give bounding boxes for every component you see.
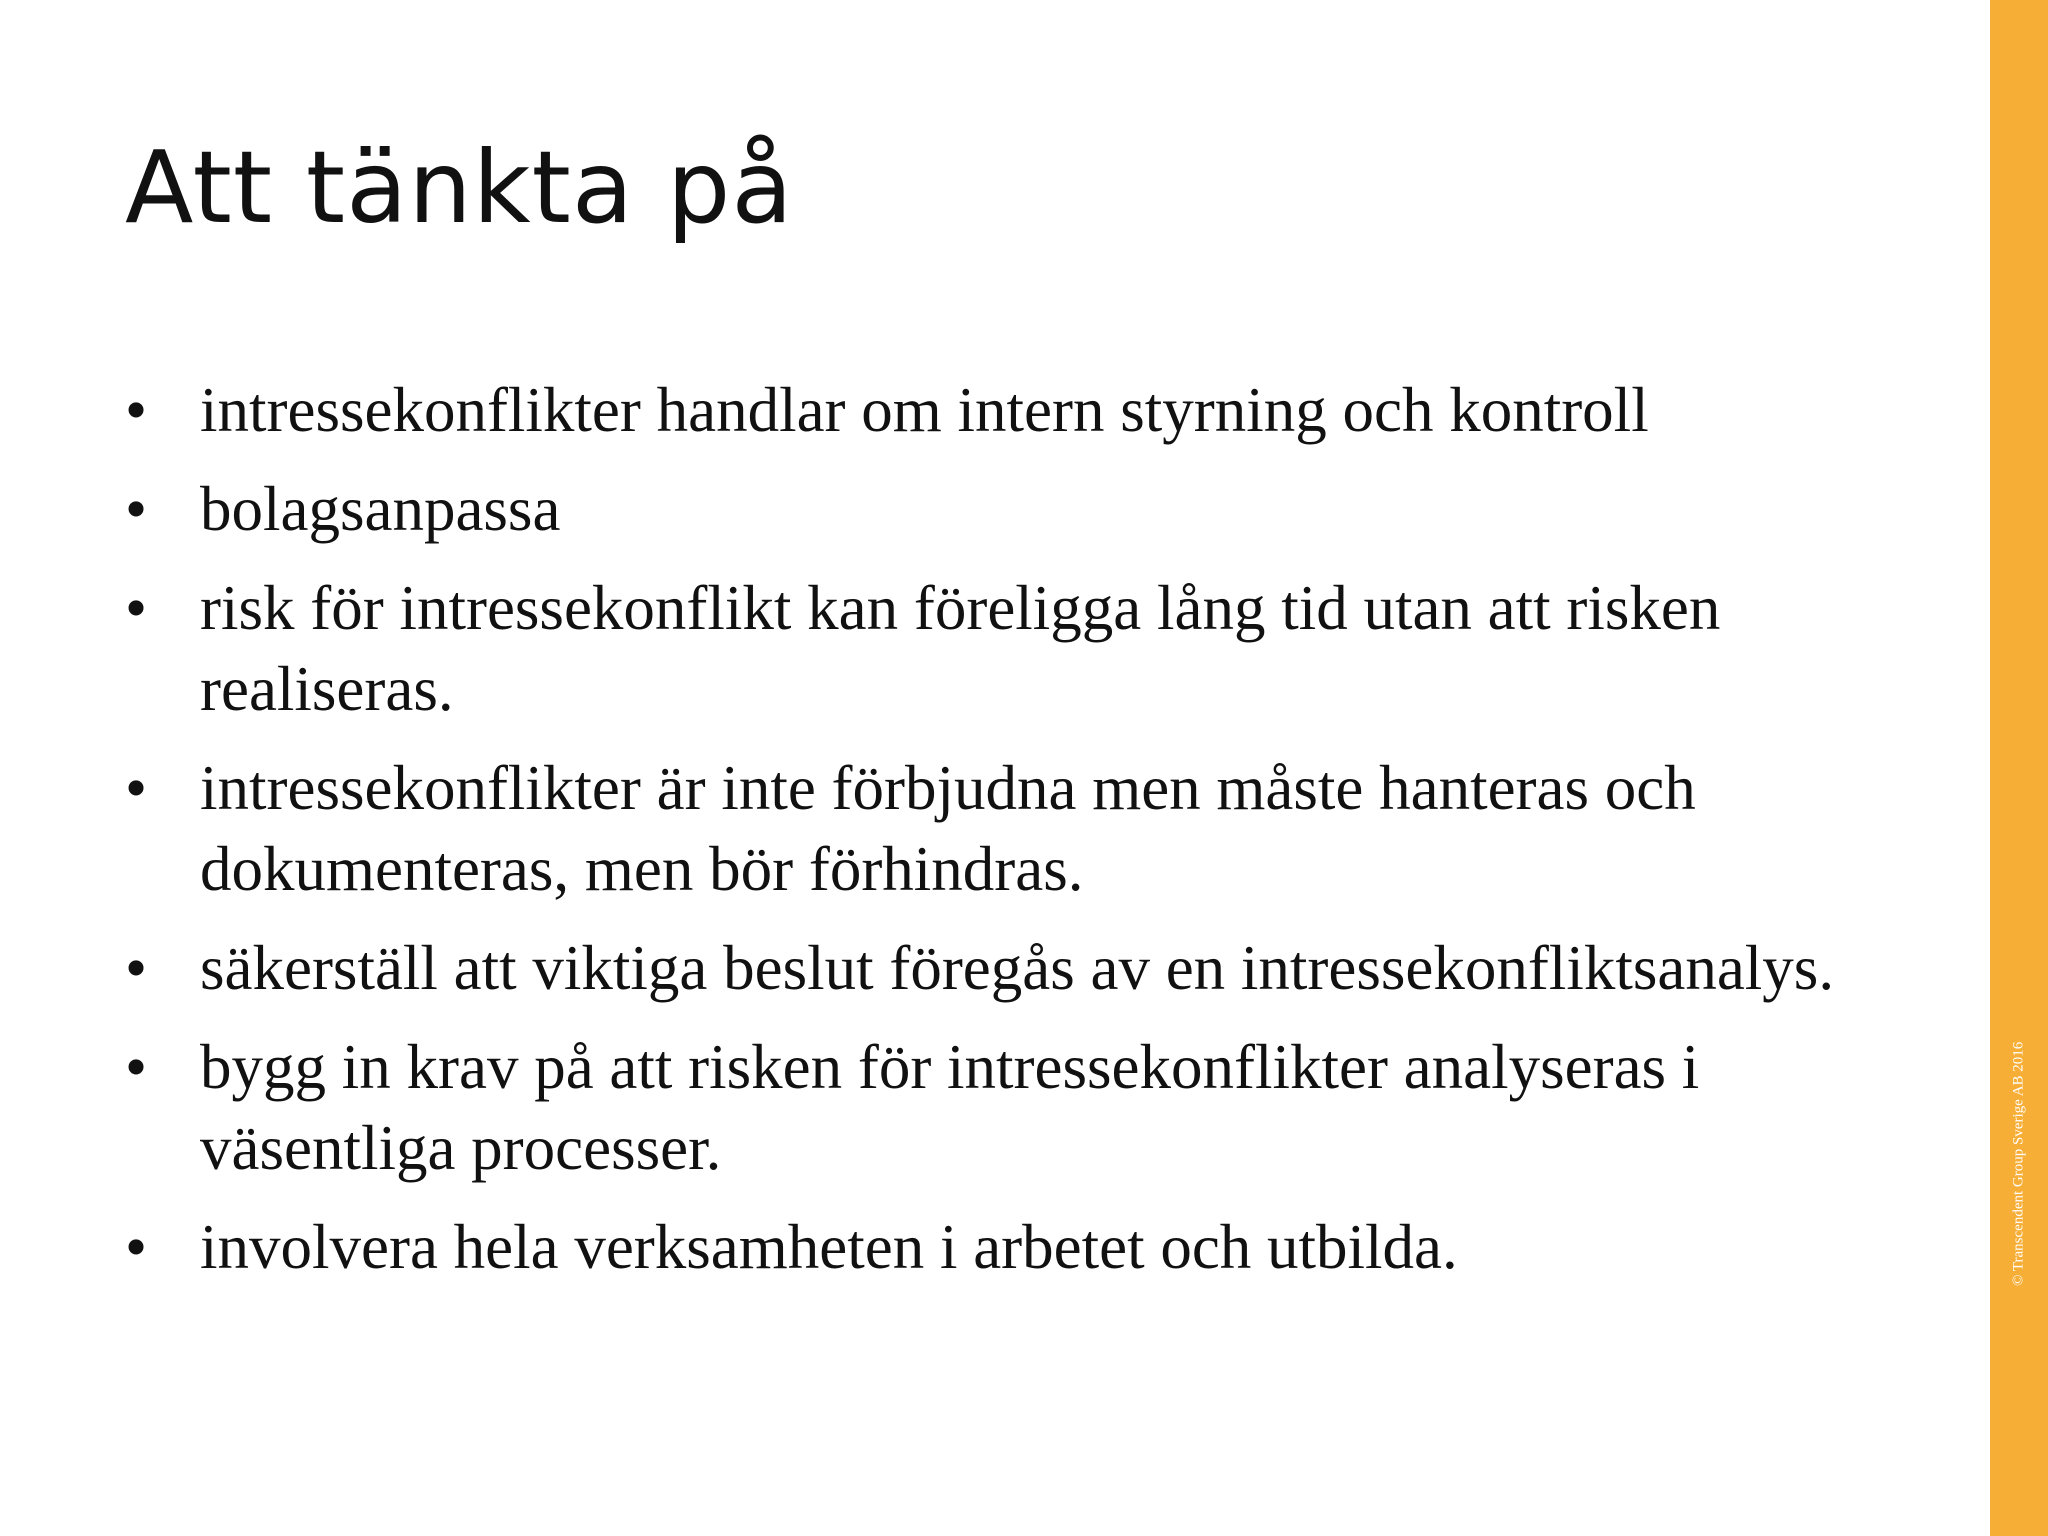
bullet-icon: • (125, 1212, 148, 1282)
bullet-text: involvera hela verksamheten i arbetet och utbilda. (200, 1212, 1458, 1282)
list-item (125, 469, 1905, 550)
bullet-icon: • (125, 375, 148, 445)
bullet-icon: • (125, 474, 148, 544)
list-item (125, 1027, 1905, 1189)
list-item (125, 370, 1905, 451)
slide-title: Att tänkta på (125, 129, 794, 246)
bullet-text: intressekonflikter handlar om intern styrning och kontroll (200, 375, 1649, 445)
bullet-list (125, 370, 1905, 1306)
bullet-text: bygg in krav på att risken för intressekonflikter analyseras i väsentliga processer. (200, 1032, 1700, 1183)
bullet-text: bolagsanpassa (200, 474, 561, 544)
copyright-notice: © Transcendent Group Sverige AB 2016 (2010, 1041, 2027, 1286)
bullet-icon: • (125, 1032, 148, 1102)
bullet-text: intressekonflikter är inte förbjudna men måste hanteras och dokumenteras, men bör förhindras. (200, 753, 1696, 904)
accent-sidebar (1990, 0, 2048, 1536)
bullet-text: säkerställ att viktiga beslut föregås av en intressekonfliktsanalys. (200, 933, 1835, 1003)
bullet-text: risk för intressekonflikt kan föreligga lång tid utan att risken realiseras. (200, 573, 1721, 724)
bullet-icon: • (125, 753, 148, 823)
list-item (125, 568, 1905, 730)
list-item (125, 928, 1905, 1009)
list-item (125, 748, 1905, 910)
bullet-icon: • (125, 933, 148, 1003)
bullet-icon: • (125, 573, 148, 643)
list-item (125, 1207, 1905, 1288)
